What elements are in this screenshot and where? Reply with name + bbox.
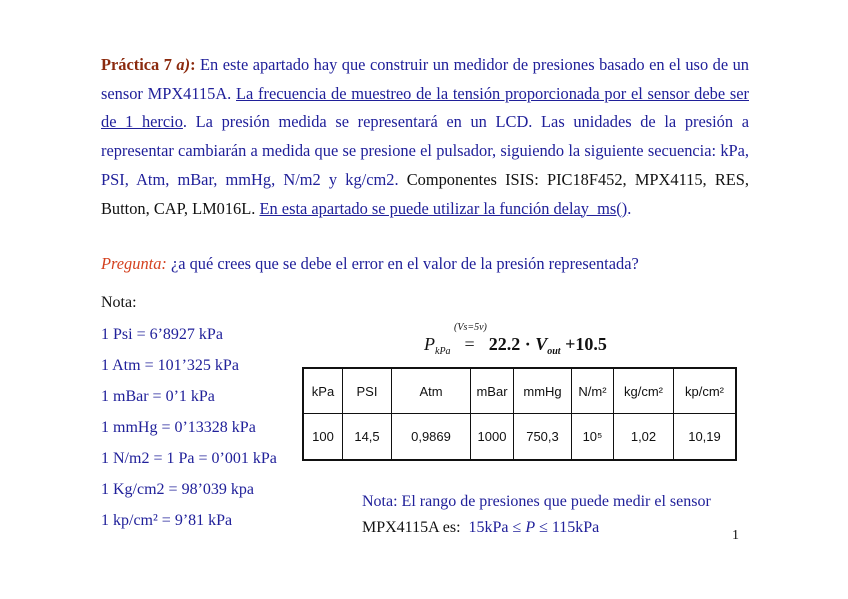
formula-main <box>424 334 607 357</box>
table-cell: 100 <box>303 414 343 461</box>
title-colon: : <box>190 55 196 74</box>
note-item: 1 mmHg = 0’13328 kPa <box>101 419 256 436</box>
note-item: 1 Atm = 101’325 kPa <box>101 357 239 374</box>
note-item: 1 Kg/cm2 = 98’039 kpa <box>101 481 254 498</box>
notes-title: Nota: <box>101 294 137 311</box>
pressure-formula <box>424 322 664 364</box>
table-header-cell: PSI <box>343 368 392 414</box>
components-list: Componentes ISIS: PIC18F452, MPX4115, RES, Button, CAP, LM016L. <box>101 169 749 218</box>
question-label: Pregunta: <box>101 254 167 273</box>
title-item: a) <box>176 55 191 74</box>
range-sensor: MPX4115A es: <box>362 519 461 536</box>
table-header-cell: kg/cm² <box>614 368 674 414</box>
table-header-cell: Atm <box>392 368 471 414</box>
formula-rhs <box>488 334 607 357</box>
table-cell: 1000 <box>471 414 514 461</box>
practice-title <box>101 55 196 74</box>
range-line-2 <box>362 519 711 537</box>
underlined-requirement-sampling: La frecuencia de muestreo de la tensión proporcionada por el sensor debe ser de 1 hercio <box>101 83 749 132</box>
table-header-cell: kp/cm² <box>674 368 737 414</box>
page-number: 1 <box>732 528 739 543</box>
table-header-cell: mmHg <box>514 368 572 414</box>
table-header-row <box>303 368 736 414</box>
note-item: 1 Psi = 6’8927 kPa <box>101 326 223 343</box>
formula-lhs-sub: kPa <box>435 346 451 357</box>
table-cell: 10⁵ <box>572 414 614 461</box>
note-item: 1 N/m2 = 1 Pa = 0’001 kPa <box>101 450 277 467</box>
table-header-cell: N/m² <box>572 368 614 414</box>
question-line <box>101 254 761 274</box>
range-lower: 15kPa ≤ <box>468 519 526 536</box>
note-item: 1 mBar = 0’1 kPa <box>101 388 215 405</box>
range-upper: ≤ 115kPa <box>535 519 600 536</box>
unit-notes <box>101 294 277 536</box>
table-cell: 1,02 <box>614 414 674 461</box>
table-header-cell: kPa <box>303 368 343 414</box>
formula-coef: 22.2 · <box>488 334 531 354</box>
table-cell: 0,9869 <box>392 414 471 461</box>
note-item: 1 kp/cm² = 9’81 kPa <box>101 512 233 529</box>
text-segment-2: . La presión medida se representará en un LCD. Las unidades de la presión a representar cambiarán a medida que se presione el pulsador, siguiendo la siguiente secuencia: kPa, PSI, Atm, mBar, mmHg, N/m2 y kg/cm2. <box>101 112 749 189</box>
title-prefix: Práctica 7 <box>101 55 177 74</box>
instructions-paragraph <box>101 51 749 223</box>
formula-var-sub: out <box>547 346 561 357</box>
formula-condition: (Vs=5v) <box>454 322 487 333</box>
table-header-cell: mBar <box>471 368 514 414</box>
formula-var: V <box>535 334 548 354</box>
question-text: ¿a qué crees que se debe el error en el valor de la presión representada? <box>166 254 639 273</box>
table-cell: 750,3 <box>514 414 572 461</box>
formula-equals: = <box>464 334 475 354</box>
text-segment-1: En este apartado hay que construir un medidor de presiones basado en el uso de un sensor MPX4115A. <box>101 55 749 103</box>
range-p: P <box>525 519 536 536</box>
table-cell: 14,5 <box>343 414 392 461</box>
range-line-1: Nota: El rango de presiones que puede medir el sensor <box>362 493 711 510</box>
table-cell: 10,19 <box>674 414 737 461</box>
table-row <box>303 414 736 461</box>
sensor-range-note <box>362 493 711 537</box>
formula-lhs: P <box>424 334 435 354</box>
text-segment-4: . <box>627 198 632 218</box>
unit-conversion-table <box>302 367 737 461</box>
formula-offset: +10.5 <box>565 334 607 354</box>
underlined-requirement-delay: En esta apartado se puede utilizar la función delay_ms() <box>259 198 628 218</box>
